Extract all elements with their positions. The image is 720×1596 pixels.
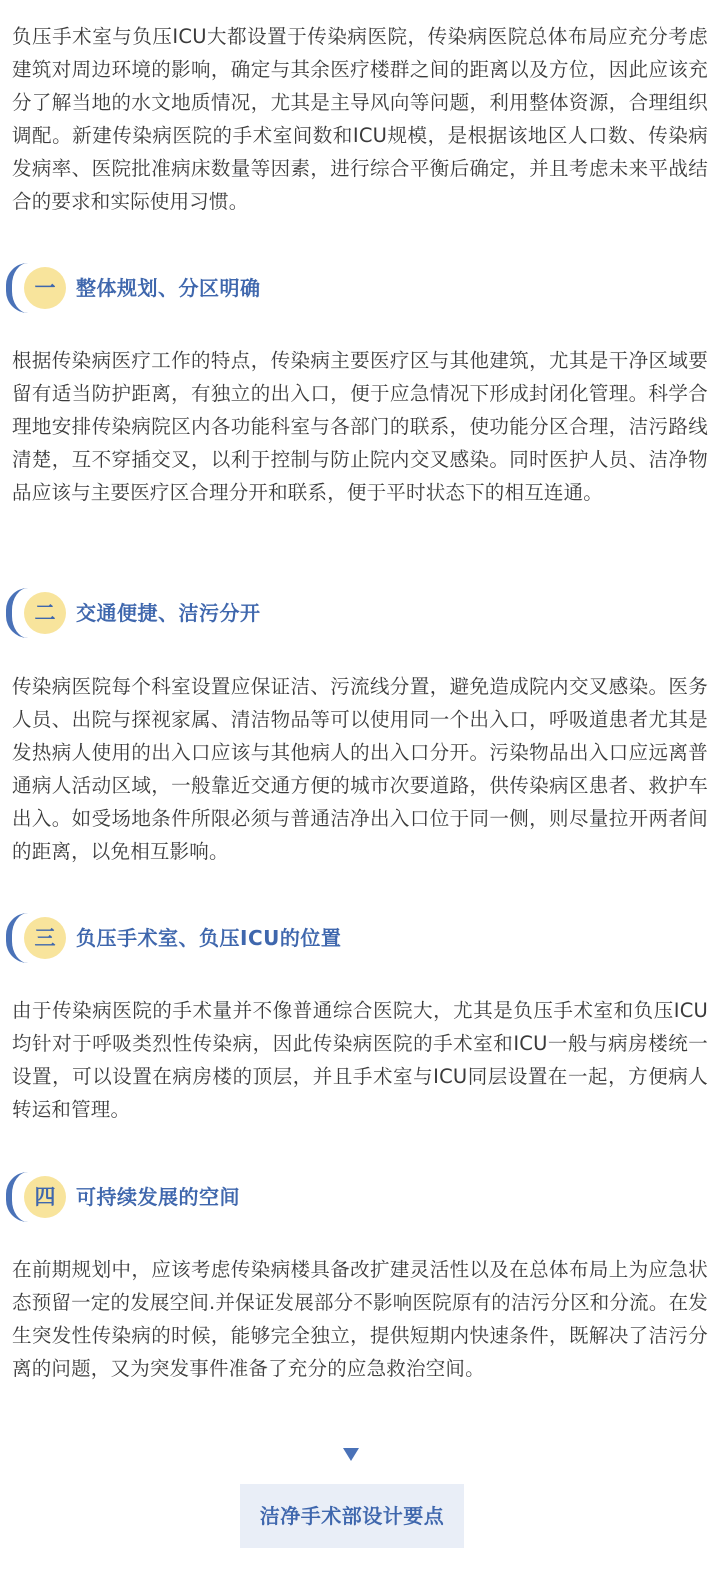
down-arrow-icon [343,1448,359,1461]
section-number-badge: 四 [24,1176,66,1218]
section-number-badge: 二 [24,592,66,634]
section-number-badge: 三 [24,917,66,959]
section-heading-3 [0,913,720,963]
section-title: 整体规划、分区明确 [76,276,261,300]
section-title: 可持续发展的空间 [76,1185,240,1209]
section-number-badge: 一 [24,267,66,309]
section-title: 负压手术室、负压ICU的位置 [76,926,342,950]
intro-paragraph: 负压手术室与负压ICU大都设置于传染病医院，传染病医院总体布局应充分考虑建筑对周边环境的影响，确定与其余医疗楼群之间的距离以及方位，因此应该充分了解当地的水文地质情况，尤其是主导风向等问题，利用整体资源，合理组织调配。新建传染病医院的手术室间数和ICU规模，是根据该地区人口数、传染病发病率、医院批准病床数量等因素，进行综合平衡后确定，并且考虑未来平战结合的要求和实际使用习惯。 [12,25,708,213]
section-body-3: 由于传染病医院的手术量并不像普通综合医院大，尤其是负压手术室和负压ICU均针对于呼吸类烈性传染病，因此传染病医院的手术室和ICU一般与病房楼统一设置，可以设置在病房楼的顶层，并且手术室与ICU同层设置在一起，方便病人转运和管理。 [12,999,708,1121]
section-heading-4 [0,1172,720,1222]
section-heading-1 [0,263,720,313]
section-body-1: 根据传染病医疗工作的特点，传染病主要医疗区与其他建筑，尤其是干净区域要留有适当防护距离，有独立的出入口，便于应急情况下形成封闭化管理。科学合理地安排传染病院区内各功能科室与各部门的联系，使功能分区合理，洁污路线清楚，互不穿插交叉，以利于控制与防止院内交叉感染。同时医护人员、洁净物品应该与主要医疗区合理分开和联系，便于平时状态下的相互连通。 [12,349,708,504]
section-body-4: 在前期规划中，应该考虑传染病楼具备改扩建灵活性以及在总体布局上为应急状态预留一定的发展空间.并保证发展部分不影响医院原有的洁污分区和分流。在发生突发性传染病的时候，能够完全独立，提供短期内快速条件，既解决了洁污分离的问题，又为突发事件准备了充分的应急救治空间。 [12,1258,708,1380]
section-body-2: 传染病医院每个科室设置应保证洁、污流线分置，避免造成院内交叉感染。医务人员、出院与探视家属、清洁物品等可以使用同一个出入口，呼吸道患者尤其是发热病人使用的出入口应该与其他病人的出入口分开。污染物品出入口应远离普通病人活动区域，一般靠近交通方便的城市次要道路，供传染病区患者、救护车出入。如受场地条件所限必须与普通洁净出入口位于同一侧，则尽量拉开两者间的距离，以免相互影响。 [12,675,708,863]
section-heading-2 [0,588,720,638]
next-article-button[interactable]: 洁净手术部设计要点 [240,1484,464,1548]
section-title: 交通便捷、洁污分开 [76,601,261,625]
